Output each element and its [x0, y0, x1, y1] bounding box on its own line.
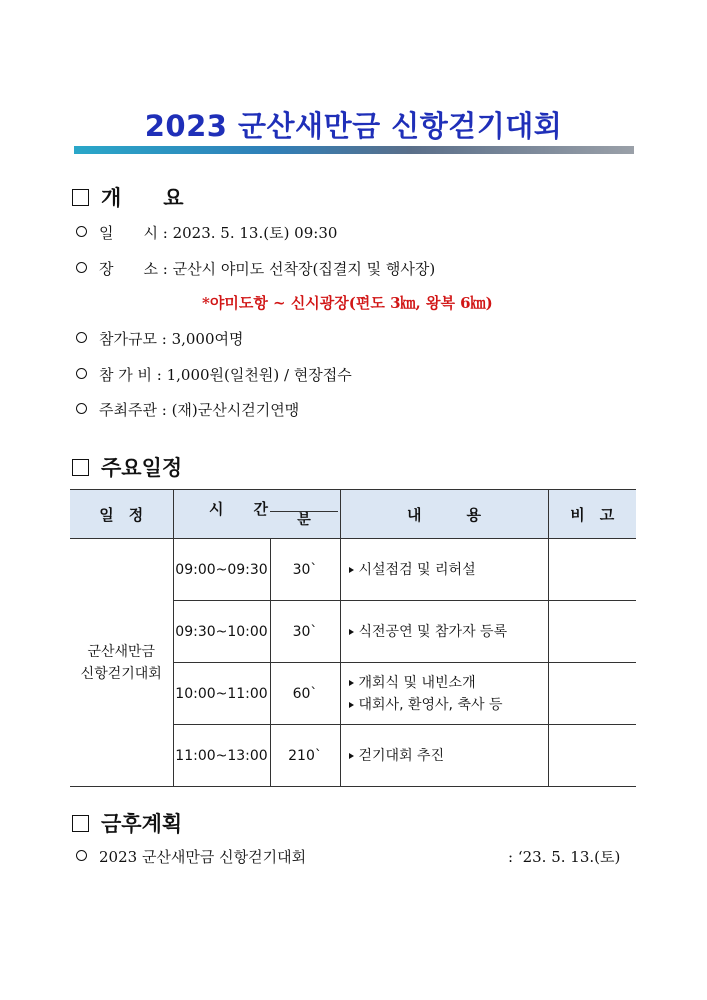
circle-bullet-icon: [76, 226, 87, 237]
triangle-bullet-icon: [349, 680, 354, 686]
overview-item-scale: 참가규모 : 3,000여명: [76, 328, 244, 349]
content-cell: 걷기대회 추진: [340, 725, 548, 787]
square-bullet-icon: [72, 815, 89, 832]
table-row: [70, 539, 636, 601]
section-heading-overview: 개 요: [72, 182, 184, 212]
table-header-row: [70, 490, 636, 539]
remark-cell: [548, 663, 636, 725]
minutes-cell: 210`: [270, 725, 340, 787]
triangle-bullet-icon: [349, 567, 354, 573]
overview-item-host: 주최주관 : (재)군산시걷기연맹: [76, 399, 299, 420]
remark-cell: [548, 601, 636, 663]
time-cell: 11:00~13:00: [173, 725, 270, 787]
schedule-table: [70, 489, 636, 787]
square-bullet-icon: [72, 459, 89, 476]
circle-bullet-icon: [76, 368, 87, 379]
document-title: 2023 군산새만금 신항걷기대회: [144, 109, 563, 143]
overview-item-datetime: 일 시 : 2023. 5. 13.(토) 09:30: [76, 222, 337, 243]
content-cell: 식전공연 및 참가자 등록: [340, 601, 548, 663]
section-heading-schedule: 주요일정: [72, 452, 182, 482]
remark-cell: [548, 539, 636, 601]
route-note: *야미도항 ~ 신시광장(편도 3㎞, 왕복 6㎞): [202, 294, 493, 312]
title-underline-bar: [74, 146, 634, 154]
circle-bullet-icon: [76, 262, 87, 273]
category-cell: 군산새만금 신항걷기대회: [70, 539, 173, 787]
section-heading-future-plan: 금후계획: [72, 808, 182, 838]
header-remark: 비 고: [548, 490, 636, 539]
minutes-cell: 30`: [270, 601, 340, 663]
future-plan-date: : ‘23. 5. 13.(토): [508, 848, 621, 866]
overview-item-location: 장 소 : 군산시 야미도 선착장(집결지 및 행사장): [76, 258, 435, 279]
triangle-bullet-icon: [349, 629, 354, 635]
header-date: 일 정: [70, 490, 173, 539]
header-minutes: 분: [270, 511, 338, 529]
square-bullet-icon: [72, 189, 89, 206]
triangle-bullet-icon: [349, 702, 354, 708]
header-time: 시 간: [173, 490, 340, 539]
triangle-bullet-icon: [349, 753, 354, 759]
header-content: 내 용: [340, 490, 548, 539]
circle-bullet-icon: [76, 332, 87, 343]
remark-cell: [548, 725, 636, 787]
circle-bullet-icon: [76, 403, 87, 414]
time-cell: 09:30~10:00: [173, 601, 270, 663]
minutes-cell: 60`: [270, 663, 340, 725]
time-cell: 10:00~11:00: [173, 663, 270, 725]
future-plan-item: 2023 군산새만금 신항걷기대회: [76, 846, 306, 867]
content-cell: 개회식 및 내빈소개 대회사, 환영사, 축사 등: [340, 663, 548, 725]
time-cell: 09:00~09:30: [173, 539, 270, 601]
overview-item-fee: 참 가 비 : 1,000원(일천원) / 현장접수: [76, 364, 352, 385]
circle-bullet-icon: [76, 850, 87, 861]
minutes-cell: 30`: [270, 539, 340, 601]
content-cell: 시설점검 및 리허설: [340, 539, 548, 601]
